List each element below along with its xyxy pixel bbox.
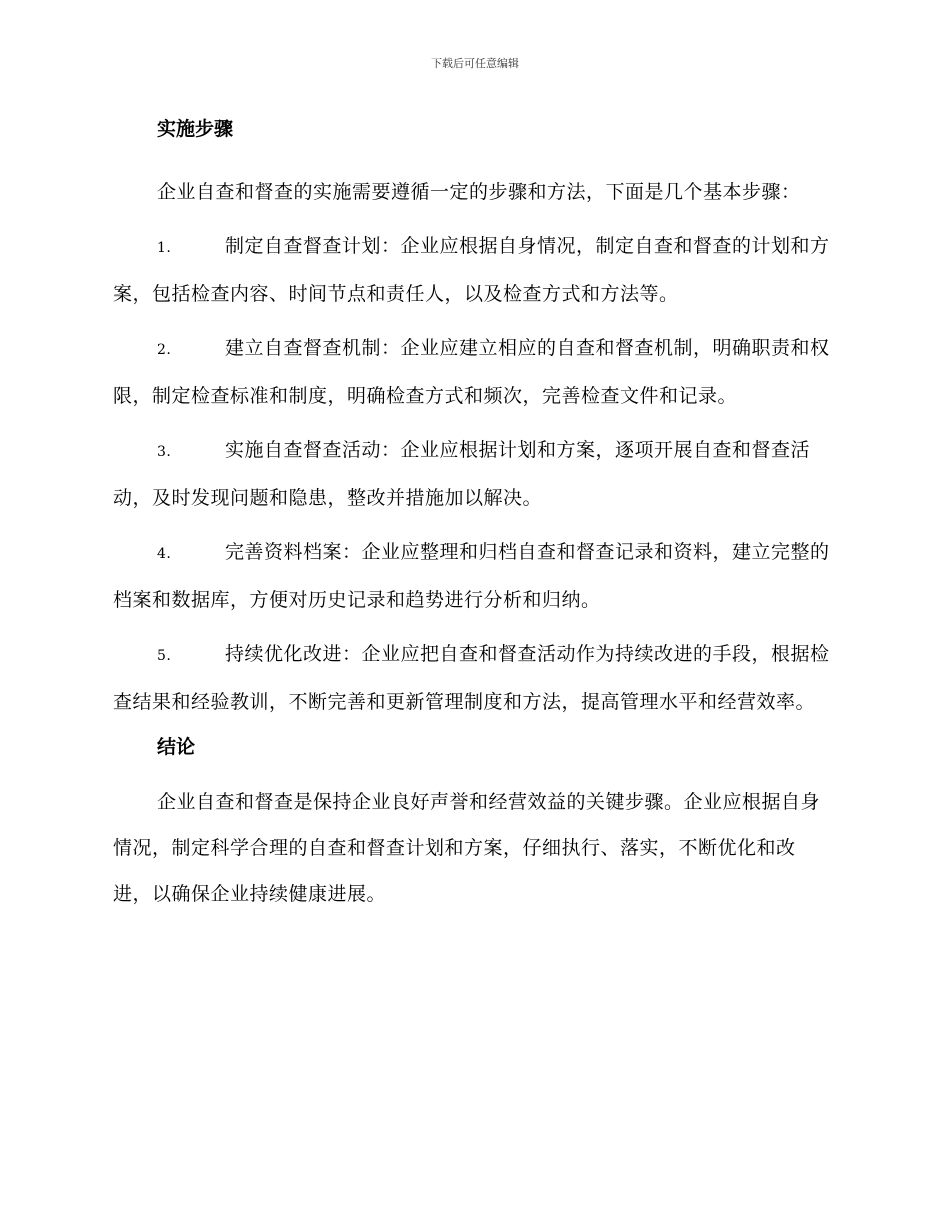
- list-item: [113, 223, 833, 317]
- document-body: [113, 105, 833, 925]
- list-item-number: 3.: [157, 444, 172, 460]
- list-item-number: 2.: [157, 342, 172, 358]
- list-item: [113, 427, 833, 521]
- intro-paragraph: 企业自查和督查的实施需要遵循一定的步骤和方法，下面是几个基本步骤：: [157, 181, 801, 203]
- list-item-number: 5.: [157, 648, 172, 664]
- list-item: [113, 325, 833, 419]
- list-item-text: 完善资料档案：企业应整理和归档自查和督查记录和资料，建立完整的档案和数据库，方便对历史记录和趋势进行分析和归纳。: [113, 541, 830, 611]
- page-header: 下载后可任意编辑: [431, 57, 519, 70]
- list-item-text: 持续优化改进：企业应把自查和督查活动作为持续改进的手段，根据检查结果和经验教训，不断完善和更新管理制度和方法，提高管理水平和经营效率。: [113, 643, 830, 713]
- steps-heading: 实施步骤: [157, 118, 234, 140]
- conclusion-heading: 结论: [157, 736, 196, 758]
- list-item-number: 4.: [157, 546, 172, 562]
- conclusion-paragraph: 企业自查和督查是保持企业良好声誉和经营效益的关键步骤。企业应根据自身情况，制定科学合理的自查和督查计划和方案，仔细执行、落实，不断优化和改进，以确保企业持续健康进展。: [113, 791, 821, 905]
- list-item: [113, 631, 833, 725]
- list-item: [113, 529, 833, 623]
- list-item-number: 1.: [157, 240, 172, 256]
- list-item-text: 实施自查督查活动：企业应根据计划和方案，逐项开展自查和督查活动，及时发现问题和隐患，整改并措施加以解决。: [113, 439, 811, 509]
- list-item-text: 制定自查督查计划：企业应根据自身情况，制定自查和督查的计划和方案，包括检查内容、时间节点和责任人，以及检查方式和方法等。: [113, 235, 830, 305]
- list-item-text: 建立自查督查机制：企业应建立相应的自查和督查机制，明确职责和权限，制定检查标准和制度，明确检查方式和频次，完善检查文件和记录。: [113, 337, 830, 407]
